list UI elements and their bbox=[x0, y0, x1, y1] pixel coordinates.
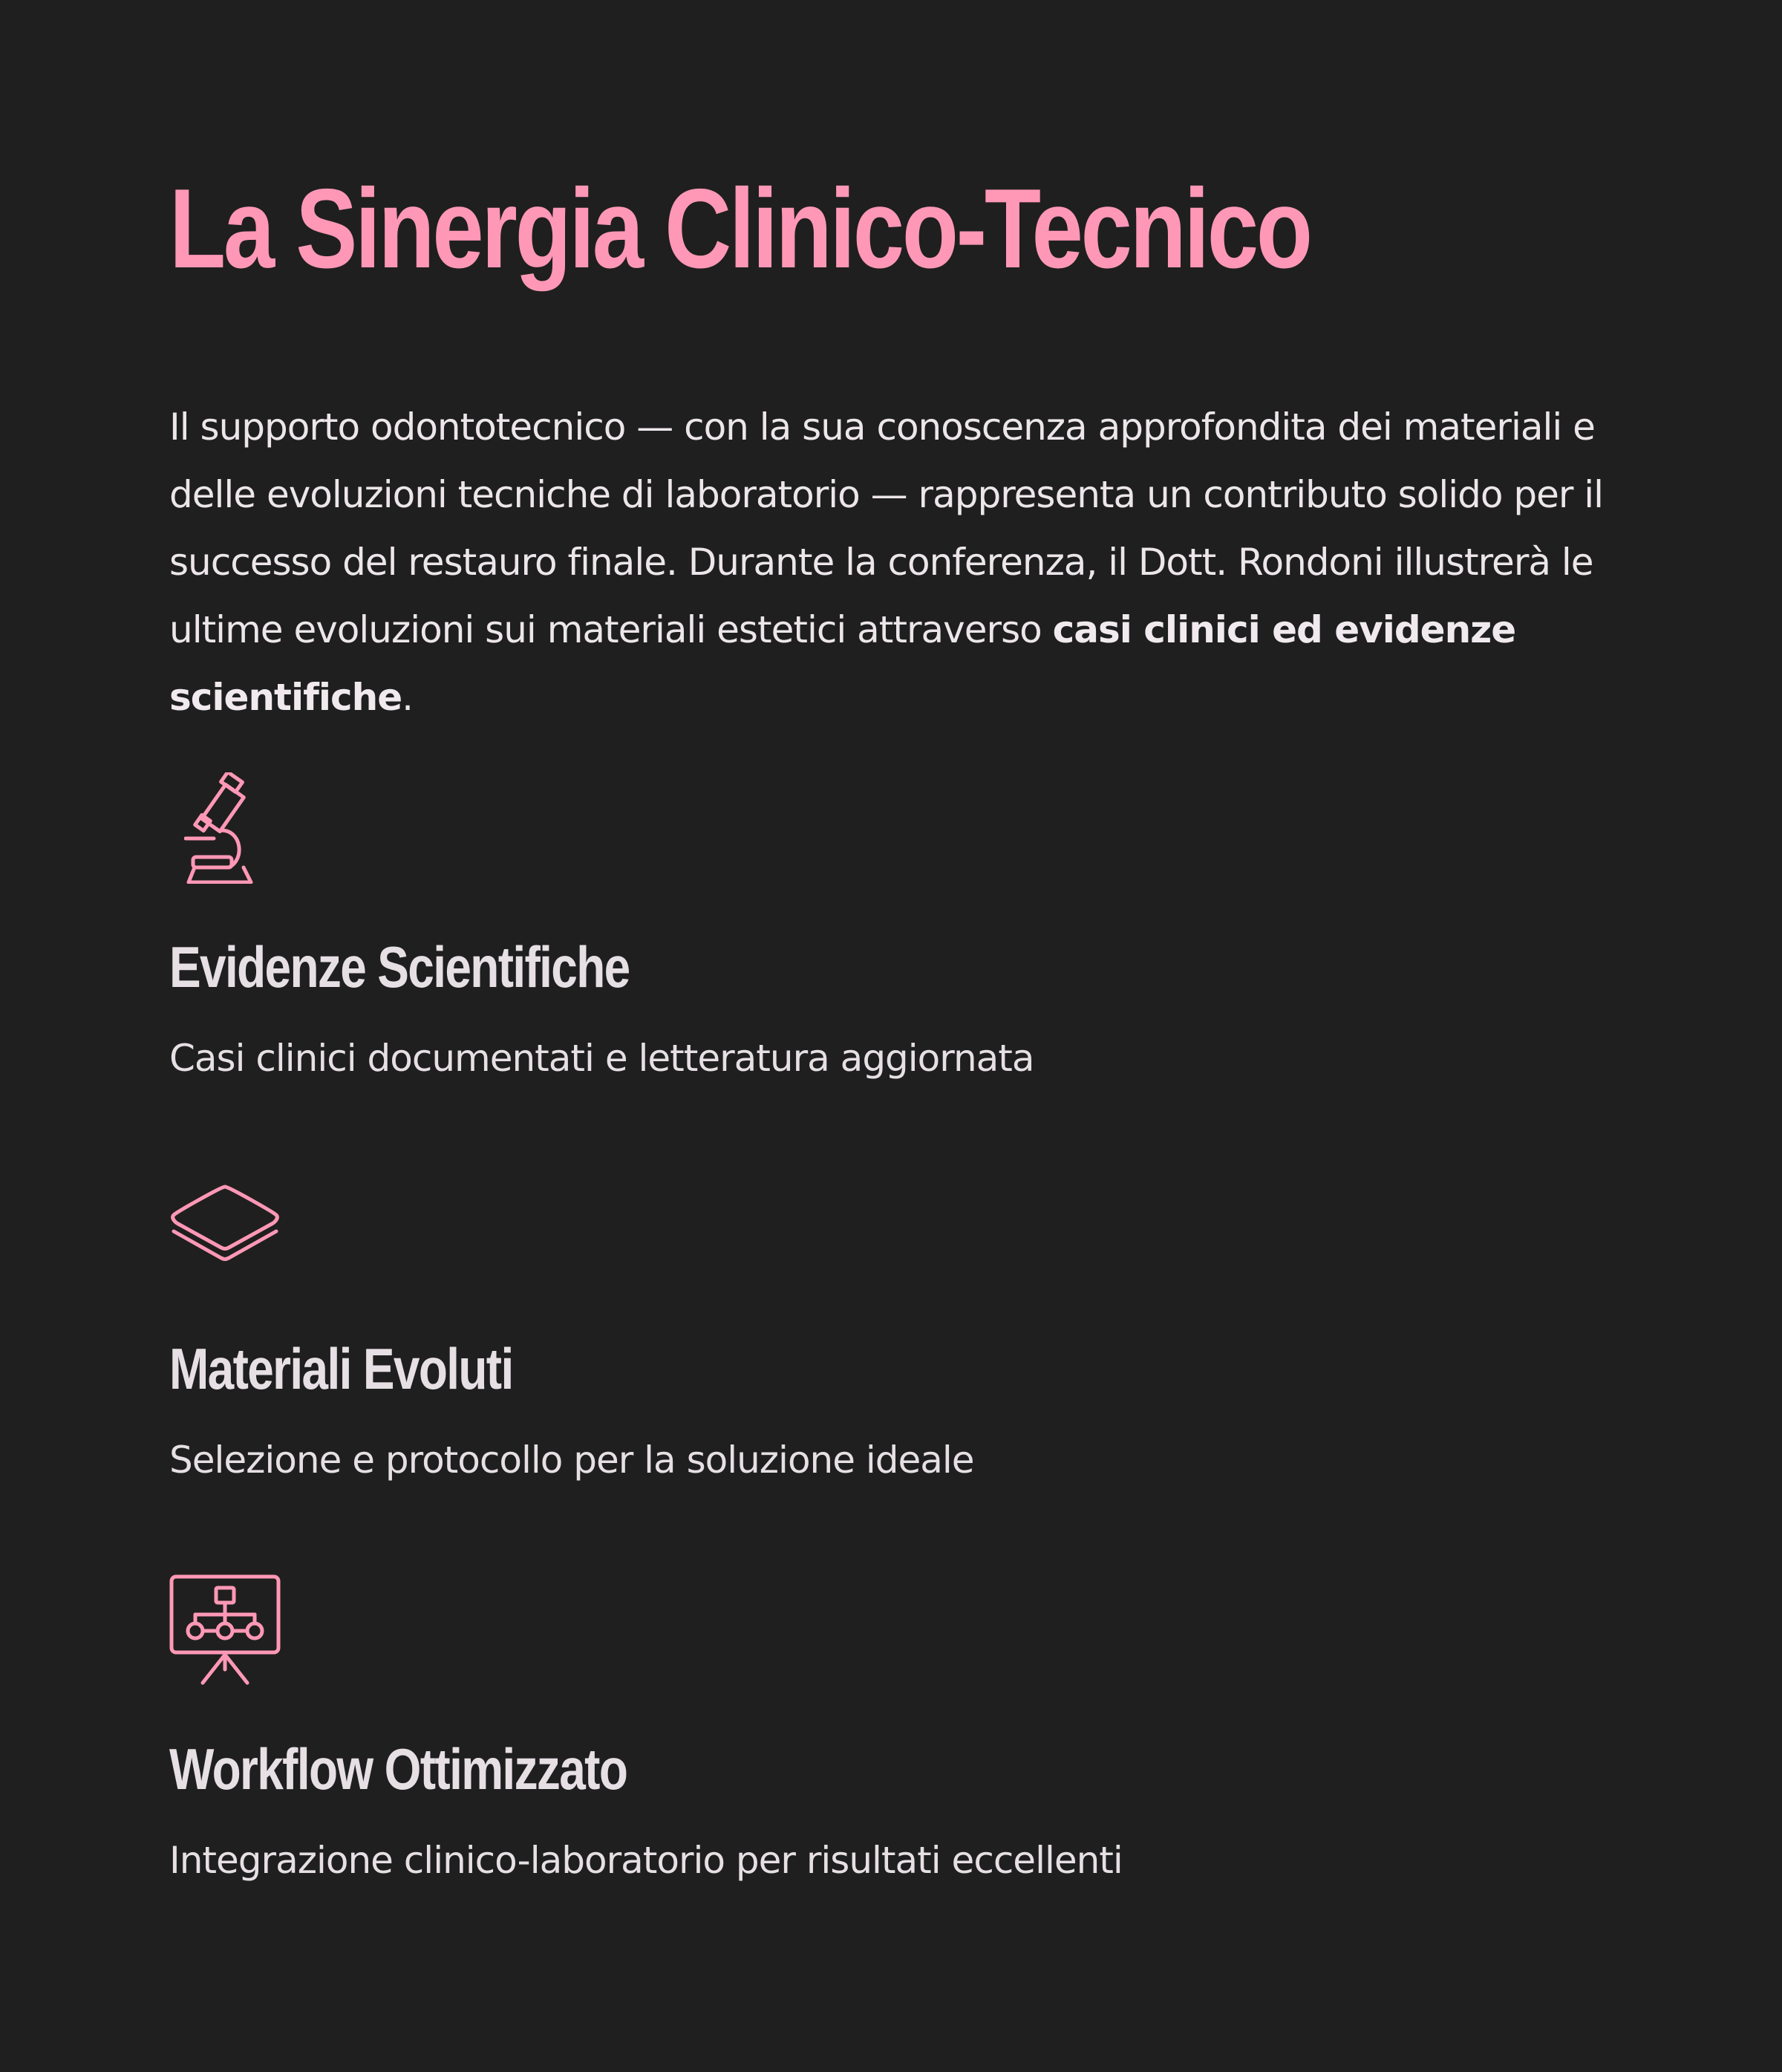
feature-title: Workflow Ottimizzato bbox=[169, 1736, 627, 1802]
intro-end: . bbox=[402, 676, 414, 719]
feature-title: Materiali Evoluti bbox=[169, 1336, 513, 1401]
feature-title: Evidenze Scientifiche bbox=[169, 934, 630, 1000]
intro-text: Il supporto odontotecnico — con la sua conoscenza approfondita dei materiali e delle evoluzioni tecniche di laboratorio — rappresenta un contributo solido per il successo del restauro finale. Durante la conferenza, il Dott. Rondoni illustrerà le ultime evoluzioni sui materiali estetici attraverso bbox=[169, 405, 1604, 651]
section-title: La Sinergia Clinico-Tecnico bbox=[169, 166, 1311, 292]
layers-icon bbox=[169, 1181, 281, 1274]
feature-description: Selezione e protocollo per la soluzione ideale bbox=[169, 1439, 974, 1482]
presentation-chart-icon bbox=[169, 1574, 281, 1686]
intro-highlight: casi clinici ed evidenze scientifiche bbox=[169, 608, 1516, 719]
feature-description: Casi clinici documentati e letteratura aggiornata bbox=[169, 1037, 1034, 1080]
intro-paragraph bbox=[169, 394, 1617, 732]
feature-description: Integrazione clinico-laboratorio per risultati eccellenti bbox=[169, 1839, 1123, 1882]
microscope-icon bbox=[184, 772, 258, 884]
